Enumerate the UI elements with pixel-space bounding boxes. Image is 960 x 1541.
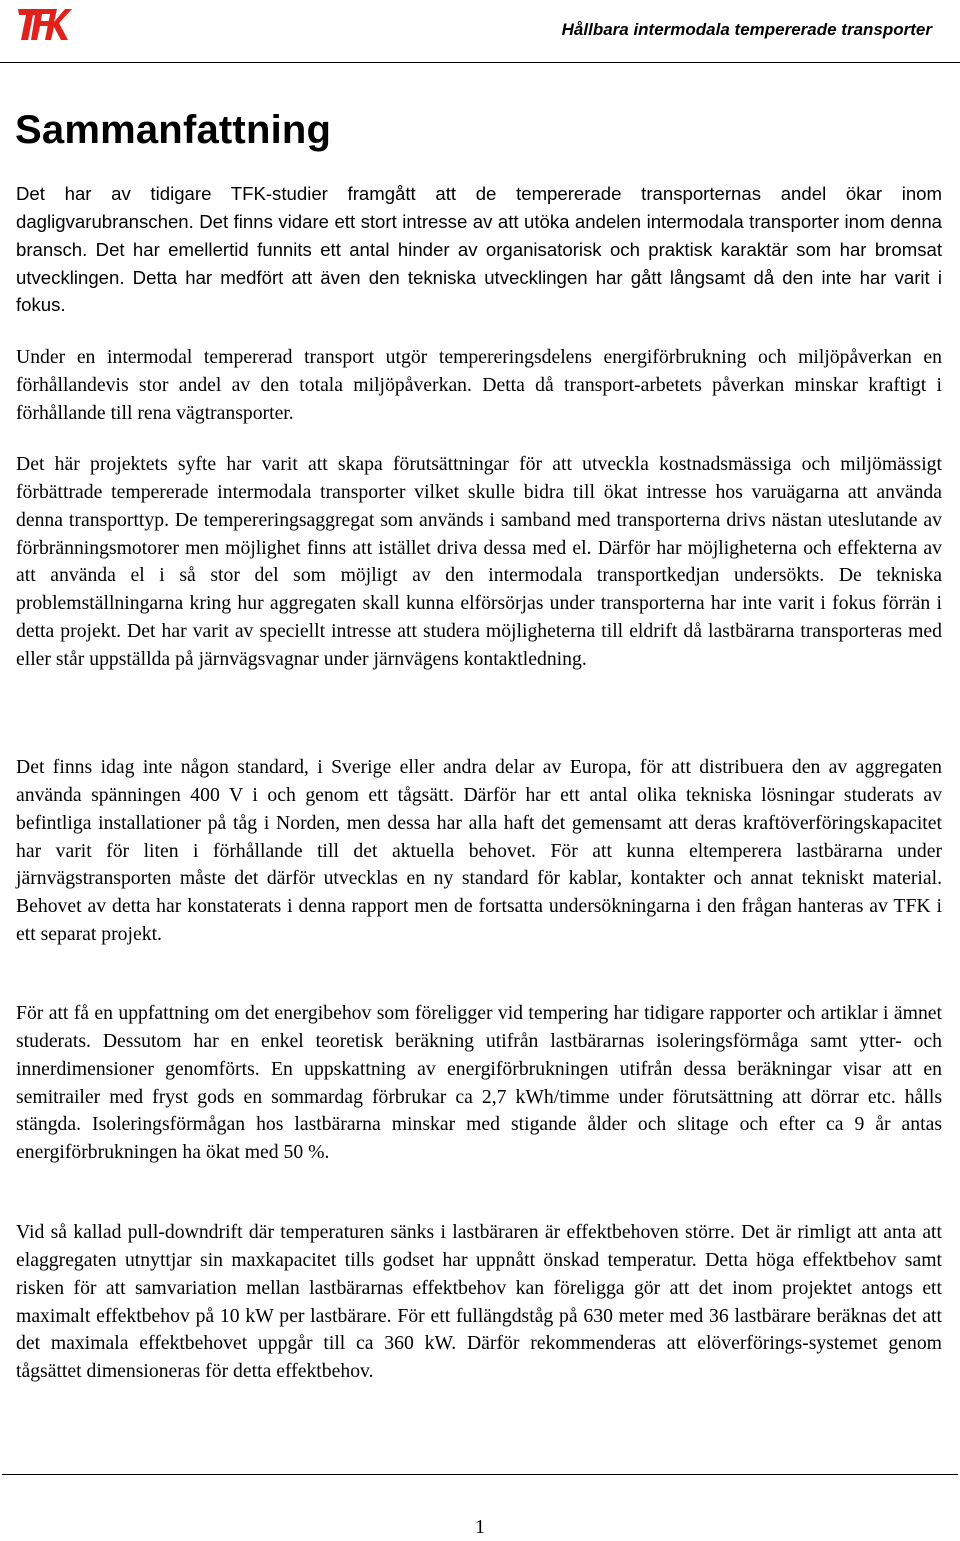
paragraph-6: Vid så kallad pull-downdrift där temperaturen sänks i lastbäraren är effektbehoven större. Det är rimligt att anta att elaggregaten utnyttjar sin maxkapacitet tills godset har uppnått önskad temperatur. Detta höga effektbehov samt risken för att samvariation mellan lastbärarnas effektbehov kan föreligga gör att det inom projektet antogs ett maximalt effektbehov på 10 kW per lastbärare. För ett fullängdståg på 630 meter med 36 lastbärare beräknas det att det maximala effektbehovet uppgår till ca 360 kW. Därför rekommenderas att elöverförings-systemet genom tågsättet dimensioneras för detta effektbehov. xyxy=(16,1221,942,1383)
paragraph-4: Det finns idag inte någon standard, i Sverige eller andra delar av Europa, för att distribuera den av aggregaten använda spänningen 400 V i och genom ett tågsätt. Därför har ett antal olika tekniska lösningar studerats av befintliga installationer på tåg i Norden, men dessa har alla haft det gemensamt att deras kraftöverföringskapacitet har varit för liten i förhållande till det aktuella behovet. För att kunna eltemperera lastbärarna under järnvägstransporten måste det därför utvecklas en ny standard för kablar, kontakter och annat tekniskt material. Behovet av detta har konstaterats i denna rapport men de fortsatta undersökningarna i den frågan hanteras av TFK i ett separat projekt. xyxy=(16,756,942,946)
footer-divider xyxy=(2,1474,958,1475)
page-header xyxy=(0,0,960,64)
paragraph-2: Under en intermodal tempererad transport utgör tempereringsdelens energiförbrukning och miljöpåverkan en förhållandevis stor andel av den totala miljöpåverkan. Detta då transport-arbetets påverkan minskar kraftigt i förhållande till rena vägtransporter. xyxy=(16,346,942,424)
header-divider xyxy=(0,62,960,63)
header-title: Hållbara intermodala tempererade transporter xyxy=(561,20,932,39)
paragraph-1: Det har av tidigare TFK-studier framgått att de tempererade transporternas andel ökar inom dagligvarubranschen. Det finns vidare ett stort intresse av att utöka andelen intermodala transporter inom denna bransch. Det har emellertid funnits ett antal hinder av organisatorisk och praktisk karaktär som har bromsat utvecklingen. Detta har medfört att även den tekniska utvecklingen har gått långsamt då den inte har varit i fokus. xyxy=(16,183,942,316)
page-number: 1 xyxy=(475,1516,485,1538)
paragraph-5: För att få en uppfattning om det energibehov som föreligger vid tempering har tidigare rapporter och artiklar i ämnet studerats. Dessutom har en enkel teoretisk beräkning utifrån lastbärarnas isoleringsförmåga samt ytter- och innerdimensioner genomförts. En uppskattning av energiförbrukningen utifrån dessa beräkningar visar att en semitrailer med fryst gods en sommardag förbrukar ca 2,7 kWh/timme under förutsättning att dörrar etc. hålls stängda. Isoleringsförmågan hos lastbärarna minskar med stigande ålder och slitage och efter ca 9 år antas energiförbrukningen ha ökat med 50 %. xyxy=(16,1002,942,1164)
section-heading: Sammanfattning xyxy=(15,108,332,152)
paragraph-3: Det här projektets syfte har varit att skapa förutsättningar för att utveckla kostnadsmässiga och miljömässigt förbättrade tempererade intermodala transporter vilket skulle bidra till ökat intresse hos varuägarna att använda denna transporttyp. De tempereringsaggregat som används i samband med transporterna drivs nästan uteslutande av förbränningsmotorer men möjlighet finns att istället driva dessa med el. Därför har möjligheterna och effekterna av att använda el i så stor del som möjligt av den intermodala transportkedjan undersökts. De tekniska problemställningarna kring hur aggregaten skall kunna elförsörjas under transporterna har inte varit i fokus förrän i detta projekt. Det har varit av speciellt intresse att studera möjligheterna till eldrift då lastbärarna transporteras med eller står uppställda på järnvägsvagnar under järnvägens kontaktledning. xyxy=(16,453,942,670)
tfk-logo xyxy=(18,4,72,42)
